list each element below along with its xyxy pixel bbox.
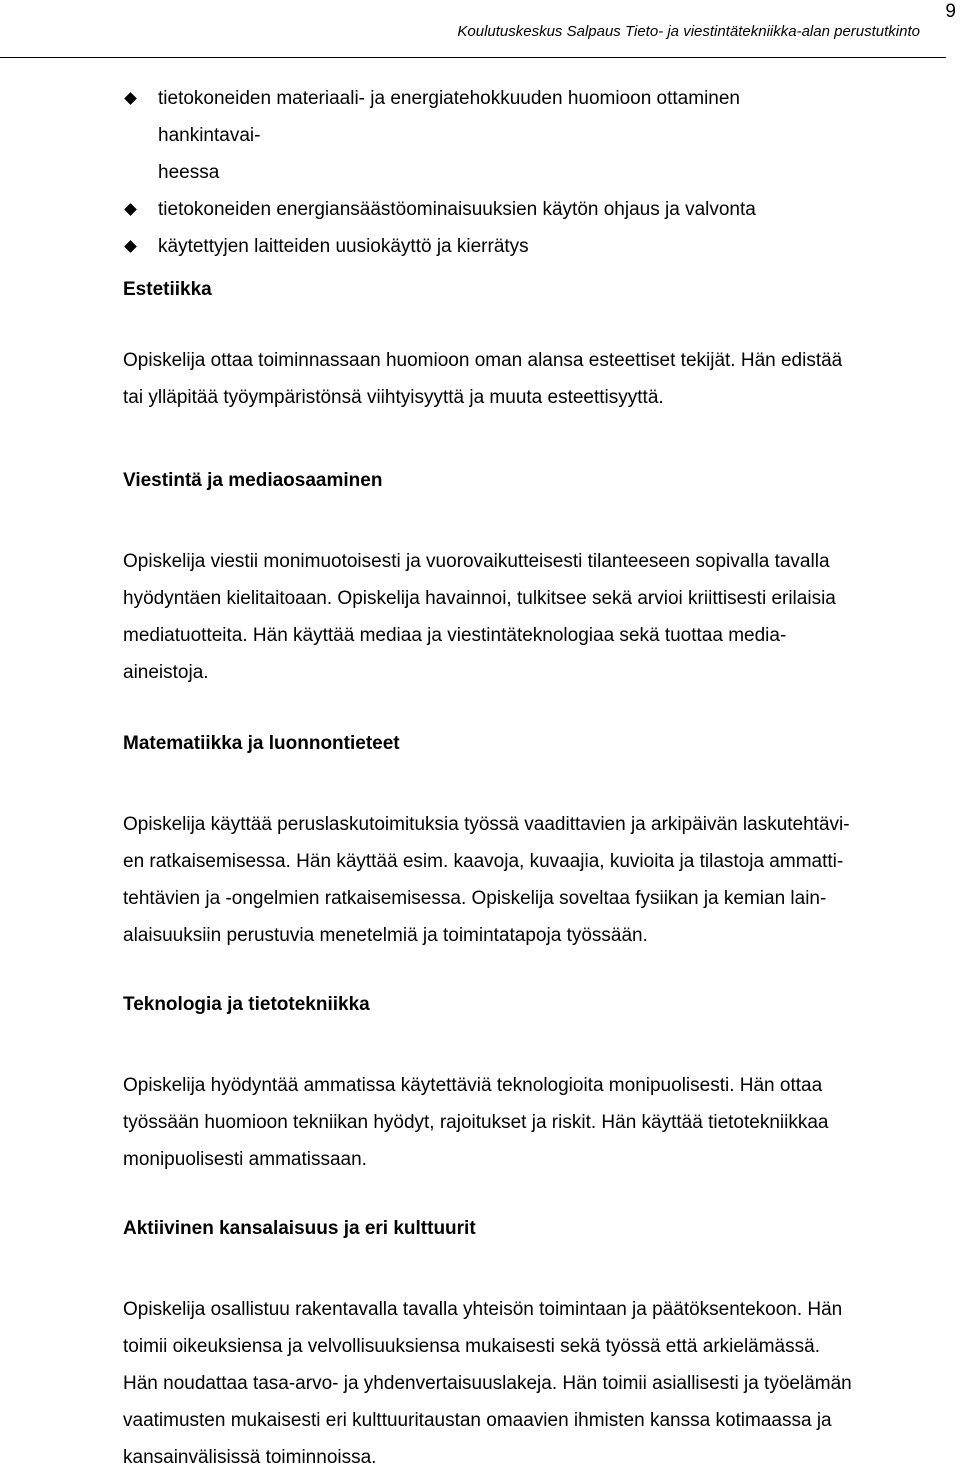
section-heading: Viestintä ja mediaosaaminen — [123, 470, 383, 491]
body-line: mediatuotteita. Hän käyttää mediaa ja viestintäteknologiaa sekä tuottaa media- — [123, 625, 787, 646]
bullet-list — [0, 80, 818, 265]
section-body — [123, 342, 953, 416]
list-item-text: tietokoneiden energiansäästöominaisuuksien käytön ohjaus ja valvonta — [158, 199, 756, 220]
body-line: aineistoja. — [123, 662, 209, 683]
body-line: alaisuuksiin perustuvia menetelmiä ja toimintatapoja työssään. — [123, 925, 648, 946]
body-line: vaatimusten mukaisesti eri kulttuuritaustan omaavien ihmisten kanssa kotimaassa ja — [123, 1410, 832, 1431]
section-heading: Matematiikka ja luonnontieteet — [123, 733, 400, 754]
section-matematiikka — [123, 732, 953, 954]
body-line: työssään huomioon tekniikan hyödyt, rajoitukset ja riskit. Hän käyttää tietotekniikkaa — [123, 1112, 829, 1133]
section-aktiivinen-kansalaisuus — [123, 1217, 953, 1476]
list-item-text — [158, 80, 818, 191]
section-estetiikka — [123, 278, 953, 416]
section-teknologia — [123, 993, 953, 1178]
section-body — [123, 1291, 953, 1476]
body-line: monipuolisesti ammatissaan. — [123, 1149, 367, 1170]
running-header: Koulutuskeskus Salpaus Tieto- ja viestintätekniikka-alan perustutkinto — [457, 23, 920, 40]
page-number: 9 — [945, 1, 956, 22]
body-line: toimii oikeuksiensa ja velvollisuuksiensa mukaisesti sekä työssä että arkielämässä. — [123, 1336, 820, 1357]
body-line: hyödyntäen kielitaitoaan. Opiskelija havainnoi, tulkitsee sekä arvioi kriittisesti erilaisia — [123, 588, 836, 609]
body-line: Hän noudattaa tasa-arvo- ja yhdenvertaisuuslakeja. Hän toimii asiallisesti ja työelämän — [123, 1373, 852, 1394]
header-rule — [0, 57, 946, 58]
diamond-bullet-icon — [124, 92, 137, 105]
section-body — [123, 543, 953, 691]
diamond-bullet-icon — [124, 240, 137, 253]
body-line: en ratkaisemisessa. Hän käyttää esim. kaavoja, kuvaajia, kuvioita ja tilastoja ammatti- — [123, 851, 844, 872]
diamond-bullet-icon — [124, 203, 137, 216]
section-viestinta — [123, 469, 953, 691]
body-line: kansainvälisissä toiminnoissa. — [123, 1447, 377, 1468]
section-heading: Aktiivinen kansalaisuus ja eri kulttuurit — [123, 1218, 476, 1239]
list-item-line: heessa — [158, 162, 220, 183]
body-line: Opiskelija osallistuu rakentavalla tavalla yhteisön toimintaan ja päätöksentekoon. Hän — [123, 1299, 843, 1320]
section-heading: Estetiikka — [123, 279, 212, 300]
list-item — [0, 80, 818, 191]
list-item-line: tietokoneiden materiaali- ja energiatehokkuuden huomioon ottaminen hankintavai- — [158, 88, 740, 146]
body-line: Opiskelija ottaa toiminnassaan huomioon oman alansa esteettiset tekijät. Hän edistää — [123, 350, 843, 371]
body-line: Opiskelija viestii monimuotoisesti ja vuorovaikutteisesti tilanteeseen sopivalla tavalla — [123, 551, 830, 572]
list-item — [0, 191, 818, 228]
list-item-text: käytettyjen laitteiden uusiokäyttö ja kierrätys — [158, 236, 529, 257]
section-body — [123, 1067, 953, 1178]
list-item — [0, 228, 818, 265]
body-line: Opiskelija käyttää peruslaskutoimituksia työssä vaadittavien ja arkipäivän laskutehtävi- — [123, 814, 850, 835]
body-line: tai ylläpitää työympäristönsä viihtyisyyttä ja muuta esteettisyyttä. — [123, 387, 664, 408]
section-heading: Teknologia ja tietotekniikka — [123, 994, 370, 1015]
section-body — [123, 806, 953, 954]
body-line: tehtävien ja -ongelmien ratkaisemisessa. Opiskelija soveltaa fysiikan ja kemian lain- — [123, 888, 827, 909]
body-line: Opiskelija hyödyntää ammatissa käytettäviä teknologioita monipuolisesti. Hän ottaa — [123, 1075, 823, 1096]
